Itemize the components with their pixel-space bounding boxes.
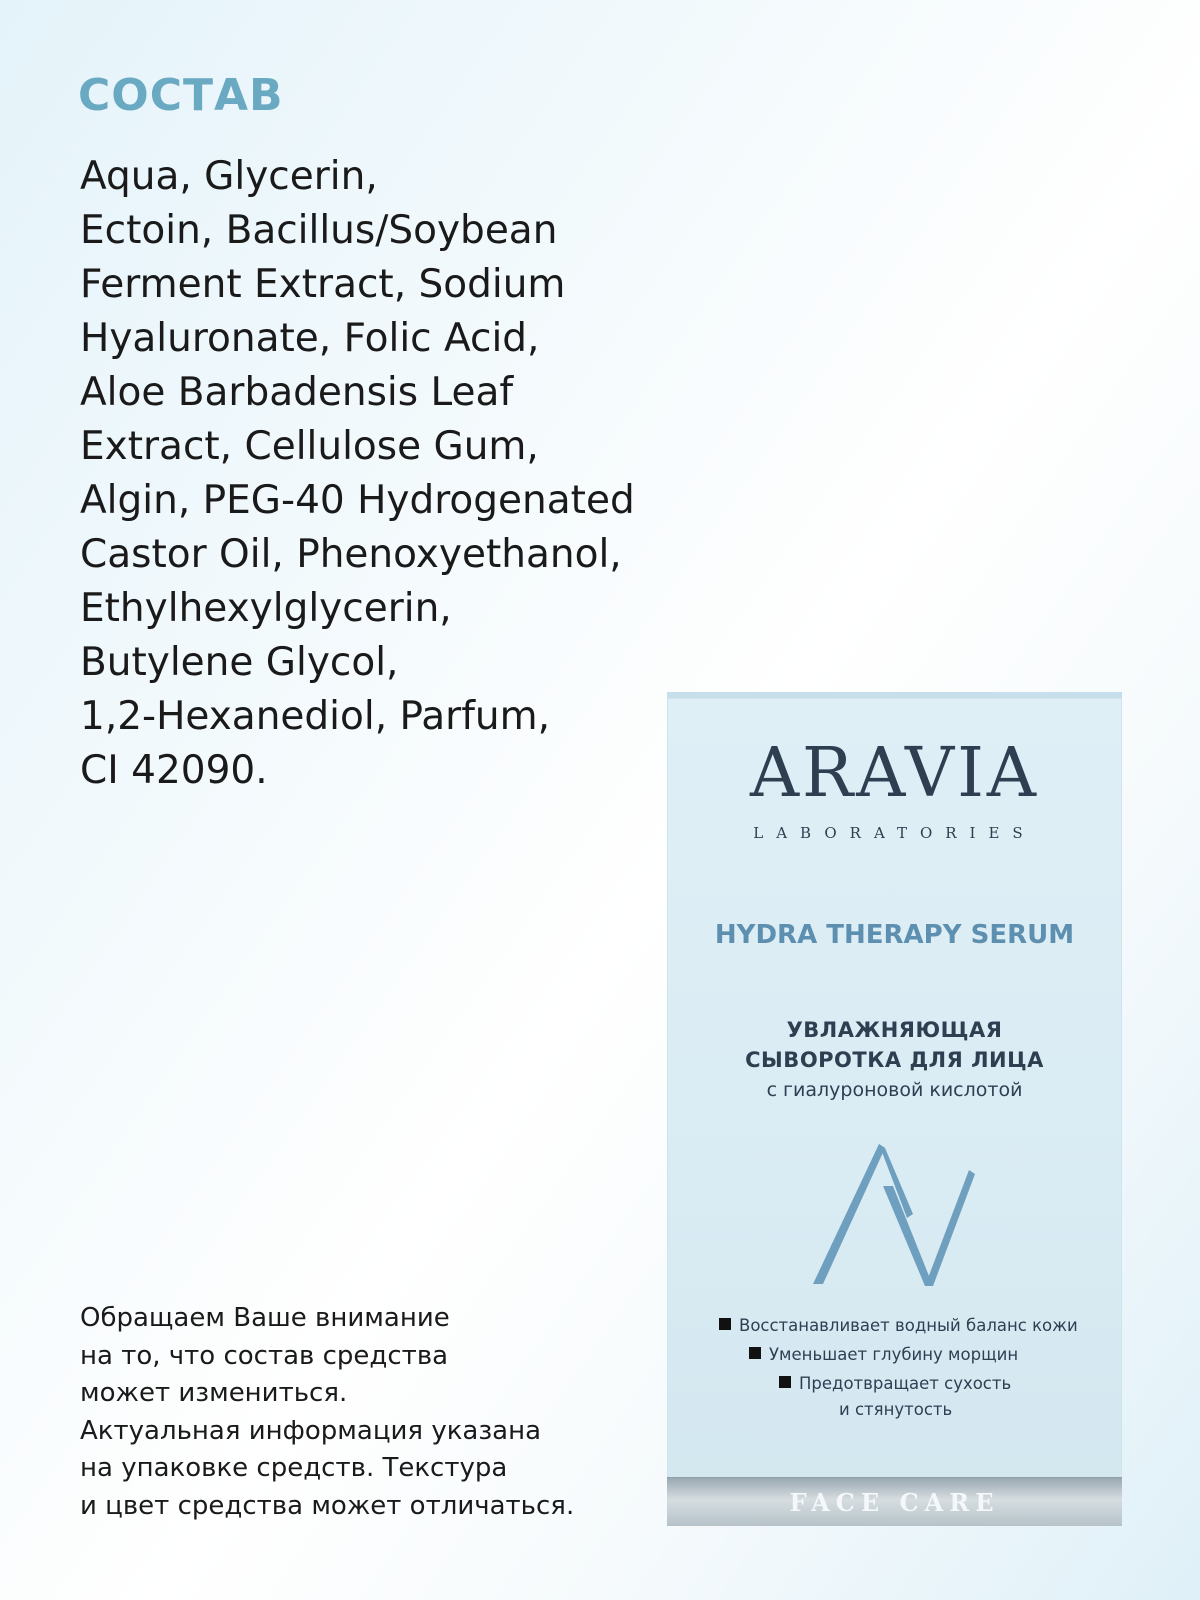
benefit-item <box>719 1316 1078 1335</box>
ingredients-line: CI 42090. <box>80 748 268 793</box>
page-heading: СОСТАВ <box>78 70 284 121</box>
ingredients-line: Extract, Cellulose Gum, <box>80 424 539 469</box>
product-name: HYDRA THERAPY SERUM <box>714 920 1075 950</box>
ingredients-line: Ferment Extract, Sodium <box>80 262 566 307</box>
ingredients-line: Ectoin, Bacillus/Soybean <box>80 208 558 253</box>
benefit-text: Восстанавливает водный баланс кожи <box>739 1316 1078 1335</box>
ingredients-line: Butylene Glycol, <box>80 640 399 685</box>
notice-line: Обращаем Ваше внимание <box>80 1303 450 1333</box>
brand-subtitle: LABORATORIES <box>753 824 1036 842</box>
product-description-line: с гиалуроновой кислотой <box>766 1079 1023 1101</box>
ingredients-line: Ethylhexylglycerin, <box>80 586 452 631</box>
benefit-text: Уменьшает глубину морщин <box>769 1345 1019 1364</box>
notice-line: на упаковке средств. Текстура <box>80 1453 508 1483</box>
ingredients-line: Algin, PEG-40 Hydrogenated <box>80 478 635 523</box>
brand-logo: ARAVIA <box>749 734 1040 813</box>
ingredients-line: Aloe Barbadensis Leaf <box>80 370 514 415</box>
notice-line: Актуальная информация указана <box>80 1415 542 1446</box>
benefit-item-continuation <box>839 1400 952 1419</box>
square-bullet-icon <box>749 1347 761 1359</box>
notice-line: на то, что состав средства <box>80 1340 449 1371</box>
product-description-line: УВЛАЖНЯЮЩАЯ <box>786 1018 1003 1042</box>
square-bullet-icon <box>779 1376 791 1388</box>
ingredients-line: Hyaluronate, Folic Acid, <box>80 316 540 361</box>
notice-line: может измениться. <box>80 1378 348 1408</box>
composition-notice <box>80 1300 640 1525</box>
square-bullet-icon <box>719 1318 731 1330</box>
av-monogram-icon <box>813 1144 975 1290</box>
ingredients-line: 1,2-Hexanediol, Parfum, <box>80 694 551 739</box>
notice-line: и цвет средства может отличаться. <box>80 1490 575 1521</box>
product-description-line: СЫВОРОТКА ДЛЯ ЛИЦА <box>745 1048 1044 1072</box>
benefit-item <box>779 1374 1011 1393</box>
ingredients-line: Castor Oil, Phenoxyethanol, <box>80 532 622 577</box>
ingredients-line: Aqua, Glycerin, <box>80 154 378 199</box>
benefit-text: Предотвращает сухость <box>799 1374 1012 1393</box>
ingredients-list <box>80 150 690 798</box>
product-box-image <box>667 692 1122 1526</box>
face-care-band <box>667 1477 1122 1526</box>
benefit-text: и стянутость <box>839 1400 953 1419</box>
face-care-label: FACE CARE <box>789 1488 1000 1517</box>
benefit-item <box>749 1345 1018 1364</box>
